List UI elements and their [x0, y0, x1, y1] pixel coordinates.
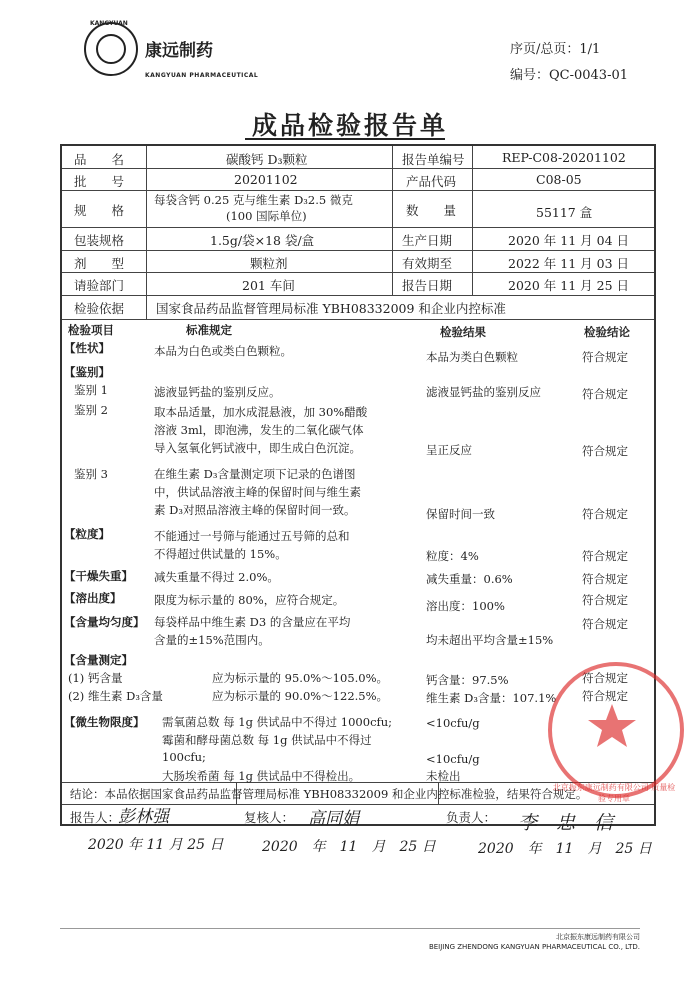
dissolution-res: 溶出度：100%: [426, 599, 505, 613]
name-label: 品 名: [74, 152, 125, 167]
assay1-res: 钙含量：97.5%: [426, 673, 509, 687]
assay2-name: (2) 维生素 D₃含量: [68, 689, 163, 703]
drying-con: 符合规定: [582, 572, 628, 586]
assay1-name: (1) 钙含量: [68, 671, 123, 685]
spec-label: 规 格: [74, 203, 125, 218]
micro-head: 【微生物限度】: [64, 715, 145, 729]
assay2-res: 维生素 D₃含量：107.1%: [426, 691, 557, 705]
expiry-label: 有效期至: [402, 256, 453, 271]
assay1-con: 符合规定: [582, 671, 628, 685]
dept-label: 请验部门: [74, 278, 125, 293]
report-no-label: 报告单编号: [402, 152, 465, 167]
uniformity-res: 均未超出平均含量±15%: [426, 633, 554, 647]
company-name-en: KANGYUAN PHARMACEUTICAL: [145, 72, 259, 79]
reviewer-signature: 高同娟: [308, 809, 359, 829]
qty-label: 数 量: [406, 203, 457, 218]
dissolution-std: 限度为标示量的 80%，应符合规定。: [154, 593, 345, 607]
basis-label: 检验依据: [74, 301, 125, 316]
footer-company-cn: 北京振东康远制药有限公司: [556, 933, 640, 941]
reporter-signature: 彭林强: [118, 807, 169, 827]
code-label: 产品代码: [406, 174, 457, 189]
col-conclusion: 检验结论: [584, 325, 630, 339]
report-no-value: REP-C08-20201102: [502, 150, 626, 165]
appearance-res: 本品为类白色颗粒: [426, 350, 518, 364]
id1-res: 滤液显钙盐的鉴别反应: [426, 385, 541, 399]
col-standard: 标准规定: [186, 323, 232, 337]
reporter-date: 2020 年 11 月 25 日: [88, 837, 224, 853]
report-date-value: 2020 年 11 月 25 日: [508, 278, 629, 293]
spec-value-line1: 每袋含钙 0.25 克与维生素 D₃2.5 微克: [154, 193, 353, 207]
reviewer-date: 2020 年 11 月 25 日: [262, 839, 436, 855]
logo-text: KANGYUAN: [90, 20, 128, 27]
uniformity-head: 【含量均匀度】: [64, 615, 145, 629]
id3-std-1: 在维生素 D₃含量测定项下记录的色谱图: [154, 467, 356, 481]
pack-value: 1.5g/袋×18 袋/盒: [210, 233, 315, 248]
micro-std-1: 需氧菌总数 每 1g 供试品中不得过 1000cfu;: [162, 715, 393, 729]
assay-head: 【含量测定】: [64, 653, 133, 667]
prod-date-value: 2020 年 11 月 04 日: [508, 233, 629, 248]
id1-name: 鉴别 1: [74, 383, 108, 397]
footer-company-en: BEIJING ZHENDONG KANGYUAN PHARMACEUTICAL CO., LTD.: [428, 943, 640, 951]
document-number: 编号：QC-0043-01: [510, 68, 629, 83]
logo-swan-icon: [96, 34, 126, 64]
identification-head: 【鉴别】: [64, 365, 110, 379]
id3-std-3: 素 D₃对照品溶液主峰的保留时间一致。: [154, 503, 356, 517]
id3-std-2: 中，供试品溶液主峰的保留时间与维生素: [154, 485, 361, 499]
drying-res: 减失重量：0.6%: [426, 572, 513, 586]
stamp-text: 北京振东康远制药有限公司 质量检验专用章: [552, 783, 676, 803]
id2-std-2: 溶液 3ml，即泡沸，发生的二氧化碳气体: [154, 423, 364, 437]
approver-date: 2020 年 11 月 25 日: [478, 841, 652, 857]
appearance-head: 【性状】: [64, 341, 110, 355]
reviewer-label: 复核人：: [244, 810, 295, 825]
reporter-label: 报告人：: [70, 810, 121, 825]
assay2-con: 符合规定: [582, 689, 628, 703]
id2-std-1: 取本品适量，加水成混悬液，加 30%醋酸: [154, 405, 368, 419]
id1-std: 滤液显钙盐的鉴别反应。: [154, 385, 281, 399]
micro-res-1: <10cfu/g: [426, 716, 480, 730]
basis-value: 国家食品药品监督管理局标准 YBH08332009 和企业内控标准: [156, 301, 506, 316]
appearance-con: 符合规定: [582, 350, 628, 364]
approver-label: 负责人：: [446, 810, 497, 825]
dissolution-head: 【溶出度】: [64, 591, 122, 605]
quality-stamp: [548, 662, 684, 798]
footer-divider: [60, 928, 640, 929]
report-date-label: 报告日期: [402, 278, 453, 293]
micro-res-2: <10cfu/g: [426, 752, 480, 766]
id2-std-3: 导入氢氧化钙试液中，即生成白色沉淀。: [154, 441, 361, 455]
id2-con: 符合规定: [582, 444, 628, 458]
micro-std-3: 100cfu;: [162, 750, 206, 764]
company-name: 康远制药: [145, 41, 213, 61]
pack-label: 包装规格: [74, 233, 125, 248]
dissolution-con: 符合规定: [582, 593, 628, 607]
approver-signature: 李 忠 信: [518, 812, 614, 834]
micro-std-2: 霉菌和酵母菌总数 每 1g 供试品中不得过: [162, 733, 372, 747]
stamp-star-icon: [552, 666, 672, 786]
appearance-std: 本品为白色或类白色颗粒。: [154, 344, 292, 358]
assay1-std: 应为标示量的 95.0%～105.0%。: [212, 671, 389, 685]
drying-head: 【干燥失重】: [64, 569, 133, 583]
title-underline: [245, 138, 445, 140]
id3-name: 鉴别 3: [74, 467, 108, 481]
micro-res-3: 未检出: [426, 769, 461, 783]
report-title: 成品检验报告单: [251, 111, 448, 140]
id3-con: 符合规定: [582, 507, 628, 521]
code-value: C08-05: [536, 172, 582, 187]
assay2-std: 应为标示量的 90.0%～122.5%。: [212, 689, 389, 703]
granularity-head: 【粒度】: [64, 527, 110, 541]
uniformity-std-2: 含量的±15%范围内。: [154, 633, 270, 647]
id1-con: 符合规定: [582, 387, 628, 401]
page-indicator: 序页/总页：1/1: [510, 42, 601, 57]
id2-res: 呈正反应: [426, 443, 472, 457]
col-item: 检验项目: [68, 323, 114, 337]
prod-date-label: 生产日期: [402, 233, 453, 248]
conclusion-text: 结论：本品依据国家食品药品监督管理局标准 YBH08332009 和企业内控标准检验，结果符合规定。: [70, 787, 588, 801]
expiry-value: 2022 年 11 月 03 日: [508, 256, 629, 271]
batch-label: 批 号: [74, 174, 125, 189]
batch-value: 20201102: [234, 172, 298, 187]
drying-std: 减失重量不得过 2.0%。: [154, 570, 279, 584]
id3-res: 保留时间一致: [426, 507, 495, 521]
col-result: 检验结果: [440, 325, 486, 339]
form-label: 剂 型: [74, 256, 125, 271]
qty-value: 55117 盒: [536, 205, 593, 220]
dept-value: 201 车间: [242, 278, 295, 293]
granularity-con: 符合规定: [582, 549, 628, 563]
uniformity-std-1: 每袋样品中维生素 D3 的含量应在平均: [154, 615, 351, 629]
granularity-std-2: 不得超过供试量的 15%。: [154, 547, 287, 561]
uniformity-con: 符合规定: [582, 617, 628, 631]
granularity-res: 粒度：4%: [426, 549, 479, 563]
form-value: 颗粒剂: [250, 256, 288, 271]
name-value: 碳酸钙 D₃颗粒: [226, 152, 308, 167]
micro-std-4: 大肠埃希菌 每 1g 供试品中不得检出。: [162, 769, 361, 783]
spec-value-line2: (100 国际单位): [226, 209, 307, 223]
id2-name: 鉴别 2: [74, 403, 108, 417]
granularity-std-1: 不能通过一号筛与能通过五号筛的总和: [154, 529, 350, 543]
